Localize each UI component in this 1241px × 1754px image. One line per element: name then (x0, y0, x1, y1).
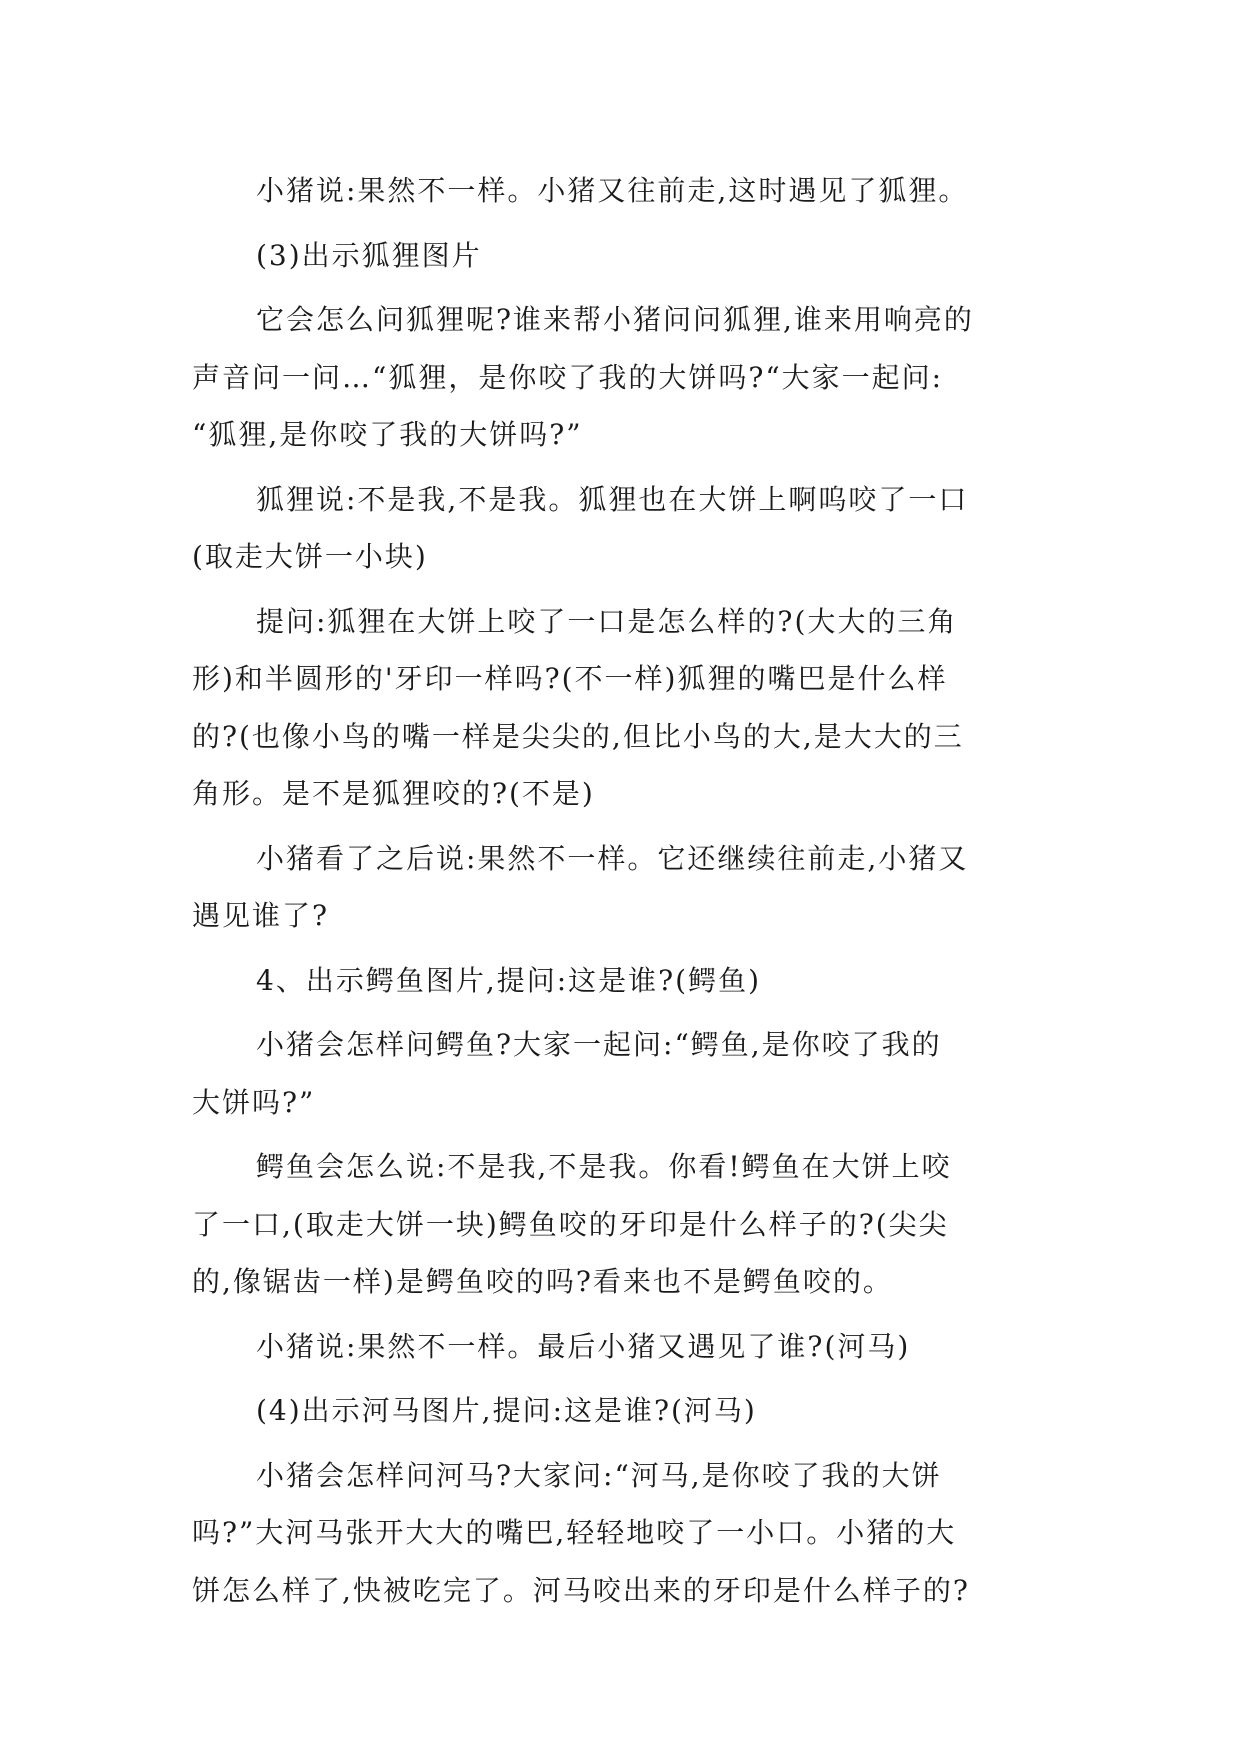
text-line: 角形。是不是狐狸咬的?(不是) (192, 777, 595, 810)
text-line: 大饼吗?” (192, 1085, 316, 1119)
text-line: 小猪说:果然不一样。小猪又往前走,这时遇见了狐狸。 (256, 174, 969, 207)
paragraph (192, 830, 1052, 945)
paragraph (192, 952, 1052, 1010)
text-line: 遇见谁了? (192, 899, 330, 932)
text-line: 的?(也像小鸟的嘴一样是尖尖的,但比小鸟的大,是大大的三 (192, 719, 964, 753)
paragraph (192, 162, 1052, 220)
text-line: 了一口,(取走大饼一块)鳄鱼咬的牙印是什么样子的?(尖尖 (192, 1207, 949, 1241)
paragraph (192, 1016, 1052, 1131)
text-line: (4)出示河马图片,提问:这是谁?(河马) (256, 1394, 757, 1427)
text-line: (取走大饼一小块) (192, 540, 428, 573)
paragraph (192, 1447, 1052, 1620)
paragraph (192, 471, 1052, 586)
document-body (192, 162, 1052, 1626)
paragraph (192, 593, 1052, 823)
text-line: (3)出示狐狸图片 (256, 238, 482, 272)
text-line: 鳄鱼会怎么说:不是我,不是我。你看!鳄鱼在大饼上咬 (256, 1150, 952, 1183)
text-line: “狐狸,是你咬了我的大饼吗?” (192, 418, 583, 451)
text-line: 形)和半圆形的'牙印一样吗?(不一样)狐狸的嘴巴是什么样 (192, 662, 948, 695)
text-line: 小猪说:果然不一样。最后小猪又遇见了谁?(河马) (256, 1329, 911, 1363)
paragraph (192, 1318, 1052, 1376)
paragraph (192, 1382, 1052, 1440)
paragraph (192, 227, 1052, 285)
text-line: 小猪会怎样问鳄鱼?大家一起问:“鳄鱼,是你咬了我的 (256, 1028, 942, 1061)
text-line: 4、出示鳄鱼图片,提问:这是谁?(鳄鱼) (256, 963, 762, 997)
text-line: 小猪会怎样问河马?大家问:“河马,是你咬了我的大饼 (256, 1458, 942, 1492)
text-line: 提问:狐狸在大饼上咬了一口是怎么样的?(大大的三角 (256, 604, 958, 638)
text-line: 饼怎么样了,快被吃完了。河马咬出来的牙印是什么样子的? (192, 1573, 970, 1607)
paragraph (192, 291, 1052, 464)
text-line: 的,像锯齿一样)是鳄鱼咬的吗?看来也不是鳄鱼咬的。 (192, 1265, 893, 1298)
text-line: 小猪看了之后说:果然不一样。它还继续往前走,小猪又 (256, 841, 969, 875)
paragraph (192, 1138, 1052, 1311)
text-line: 狐狸说:不是我,不是我。狐狸也在大饼上啊呜咬了一口 (256, 482, 969, 516)
text-line: 它会怎么问狐狸呢?谁来帮小猪问问狐狸,谁来用响亮的 (256, 303, 974, 336)
text-line: 吗?”大河马张开大大的嘴巴,轻轻地咬了一小口。小猪的大 (192, 1516, 957, 1549)
text-line: 声音问一问…“狐狸，是你咬了我的大饼吗?“大家一起问: (192, 360, 944, 394)
